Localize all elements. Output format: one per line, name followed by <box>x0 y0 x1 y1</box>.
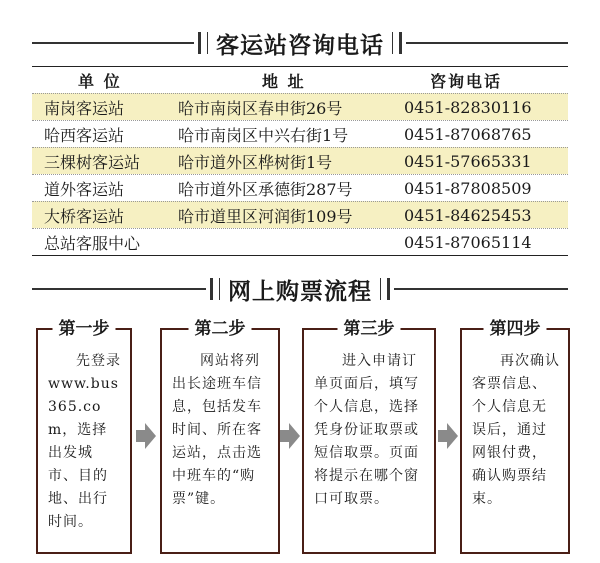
purchase-steps <box>32 314 568 550</box>
step-title: 第三步 <box>338 314 401 339</box>
table-row <box>32 147 568 174</box>
station-phone: 0451-87065114 <box>404 232 532 252</box>
table-row <box>32 228 568 255</box>
section-heading-purchase <box>32 272 568 306</box>
column-header-unit: 单 位 <box>78 71 122 91</box>
section-title: 网上购票流程 <box>228 278 372 305</box>
heading-ornament-left <box>198 32 208 54</box>
step-title: 第一步 <box>53 314 116 339</box>
heading-rule-right <box>394 288 568 290</box>
step-box-4 <box>460 319 570 554</box>
table-row <box>32 201 568 228</box>
step-text: 进入申请订单页面后，填写个人信息，选择凭身份证取票或短信取票。页面将提示在哪个窗口可取票。 <box>314 353 419 507</box>
step-text: 网站将列出长途班车信息，包括发车时间、所在客运站，点击选中班车的“购票”键。 <box>172 353 262 507</box>
table-row <box>32 93 568 120</box>
section-title: 客运站咨询电话 <box>216 32 384 59</box>
step-title: 第四步 <box>484 314 547 339</box>
arrow-right-icon <box>438 422 458 450</box>
step-box-1 <box>36 319 132 554</box>
station-phone: 0451-82830116 <box>404 97 532 117</box>
station-name: 大桥客运站 <box>44 206 125 226</box>
step-text: 先登录www.bus365.com，选择出发城市、目的地、出行时间。 <box>48 353 121 530</box>
station-phone: 0451-84625453 <box>404 205 532 225</box>
station-name: 南岗客运站 <box>44 98 125 118</box>
heading-rule-left <box>32 42 194 44</box>
column-header-address: 地 址 <box>262 71 306 91</box>
station-address: 哈市道里区河润街109号 <box>178 206 353 226</box>
heading-ornament-right <box>380 278 390 300</box>
station-address: 哈市道外区承德街287号 <box>178 179 353 199</box>
step-box-3 <box>302 319 436 554</box>
station-phone: 0451-87808509 <box>404 178 532 198</box>
heading-rule-left <box>32 288 206 290</box>
heading-ornament-left <box>210 278 220 300</box>
station-name: 三棵树客运站 <box>44 152 141 172</box>
step-title: 第二步 <box>189 314 252 339</box>
column-header-phone: 咨询电话 <box>430 71 503 91</box>
station-name: 哈西客运站 <box>44 125 125 145</box>
step-text: 再次确认客票信息、个人信息无误后，通过网银付费，确认购票结束。 <box>472 353 560 507</box>
station-name: 总站客服中心 <box>44 233 141 253</box>
arrow-right-icon <box>280 422 300 450</box>
step-box-2 <box>160 319 280 554</box>
station-phone: 0451-87068765 <box>404 124 532 144</box>
table-row <box>32 120 568 147</box>
heading-rule-right <box>406 42 568 44</box>
station-phone: 0451-57665331 <box>404 151 532 171</box>
section-heading-phone <box>32 26 568 60</box>
arrow-right-icon <box>136 422 156 450</box>
table-header-row <box>32 67 568 93</box>
station-phone-table <box>32 66 568 256</box>
table-row <box>32 174 568 201</box>
station-address: 哈市道外区桦树街1号 <box>178 152 333 172</box>
station-address: 哈市南岗区春申街26号 <box>178 98 343 118</box>
heading-ornament-right <box>392 32 402 54</box>
station-address: 哈市南岗区中兴右街1号 <box>178 125 349 145</box>
station-name: 道外客运站 <box>44 179 125 199</box>
